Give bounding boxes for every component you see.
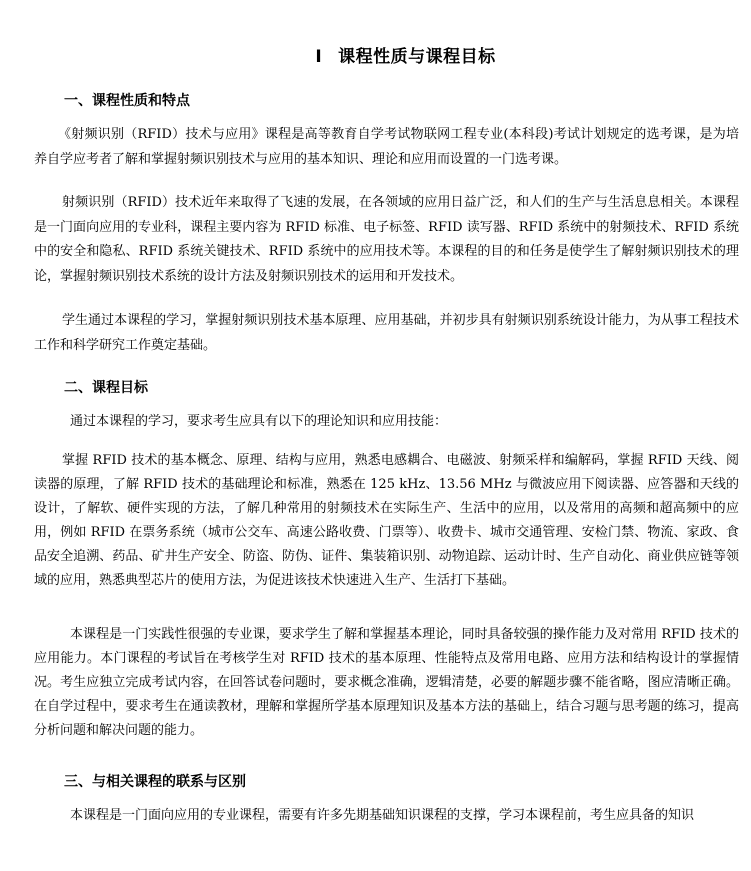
paragraph-6: 本课程是一门实践性很强的专业课，要求学生了解和掌握基本理论，同时具备较强的操作能力及对常用 RFID 技术的应用能力。本门课程的考试旨在考核学生对 RFID 技术的基本原理、性能特点及常用电路、应用方法和结构设计的掌握情况。考生应独立完成考试内容，在回答试卷问题时，要求概念准确，逻辑清楚，必要的解题步骤不能省略，图应清晰正确。在自学过程中，要求考生在通读教材，理解和掌握所学基本原理知识及基本方法的基础上，结合习题与思考题的练习，提高分析问题和解决问题的能力。 (34, 627, 739, 738)
paragraph-1: 《射频识别（RFID）技术与应用》课程是高等教育自学考试物联网工程专业(本科段)考试计划规定的选考课，是为培养自学应考者了解和掌握射频识别技术与应用的基本知识、理论和应用而设置的一门选考课。 (34, 127, 739, 167)
paragraph-4: 通过本课程的学习，要求考生应具有以下的理论知识和应用技能： (70, 414, 448, 429)
page-title (0, 42, 751, 67)
title-text: 课程性质与课程目标 (338, 47, 496, 67)
section-heading-2: 二、课程目标 (64, 380, 148, 396)
title-number: I (315, 47, 323, 67)
paragraph-7: 本课程是一门面向应用的专业课程，需要有许多先期基础知识课程的支撑，学习本课程前，考生应具备的知识 (70, 808, 695, 823)
paragraph-5: 掌握 RFID 技术的基本概念、原理、结构与应用，熟悉电感耦合、电磁波、射频采样和编解码，掌握 RFID 天线、阅读器的原理，了解 RFID 技术的基础理论和标准，熟悉在 125 kHz、13.56 MHz 与微波应用下阅读器、应答器和天线的设计，了解软、硬件实现的方法，了解几种常用的射频技术在实际生产、生活中的应用，以及常用的高频和超高频中的应用，例如 RFID 在票务系统（城市公交车、高速公路收费、门票等）、收费卡、城市交通管理、安检门禁、物流、家政、食品安全追溯、药品、矿井生产安全、防盗、防伪、证件、集装箱识别、动物追踪、运动计时、生产自动化、商业供应链等领域的应用，熟悉典型芯片的使用方法，为促进该技术快速进入生产、生活打下基础。 (34, 453, 739, 588)
paragraph-2: 射频识别（RFID）技术近年来取得了飞速的发展，在各领域的应用日益广泛，和人们的生产与生活息息相关。本课程是一门面向应用的专业科，课程主要内容为 RFID 标准、电子标签、RFID 读写器、RFID 系统中的射频技术、RFID 系统中的安全和隐私、RFID 系统关键技术、RFID 系统中的应用技术等。本课程的目的和任务是使学生了解射频识别技术的理论，掌握射频识别技术系统的设计方法及射频识别技术的运用和开发技术。 (34, 195, 739, 284)
paragraph-3: 学生通过本课程的学习，掌握射频识别技术基本原理、应用基础，并初步具有射频识别系统设计能力，为从事工程技术工作和科学研究工作奠定基础。 (34, 313, 739, 353)
section-heading-1: 一、课程性质和特点 (64, 93, 190, 109)
section-heading-3: 三、与相关课程的联系与区别 (64, 774, 246, 790)
